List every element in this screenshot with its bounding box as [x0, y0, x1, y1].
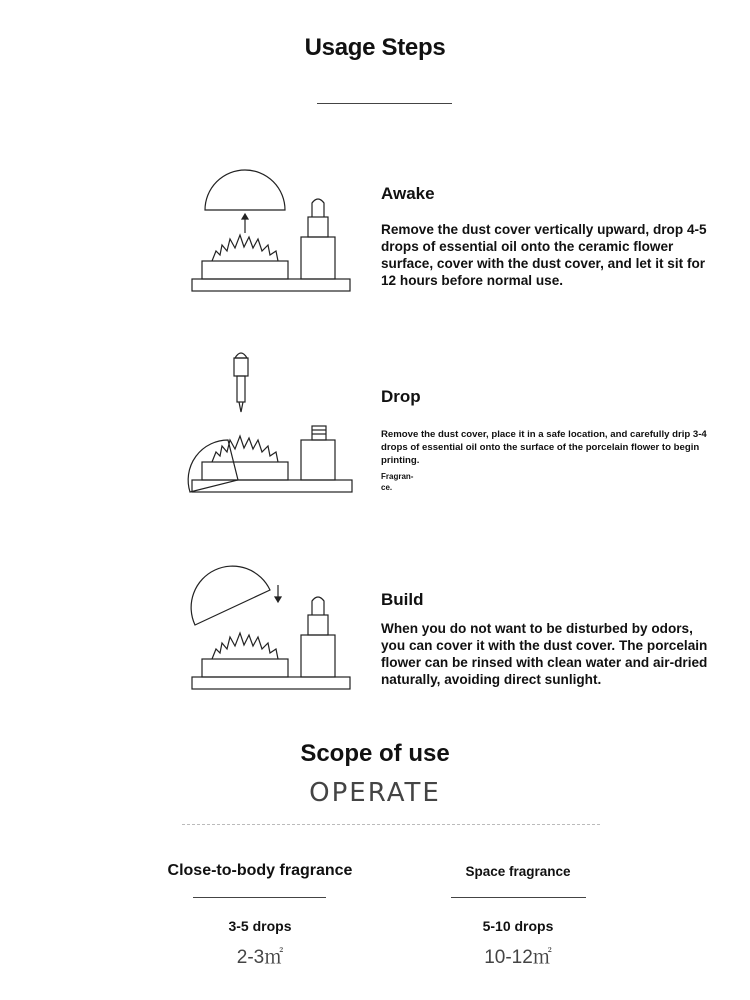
step-drop-illustration — [150, 330, 370, 500]
step-note-drop-line1: Fragran- — [381, 472, 414, 481]
dust-cover-icon — [188, 440, 238, 492]
dropper-icon — [234, 353, 248, 412]
scope-subtitle: OPERATE — [309, 778, 441, 808]
scope-column-drops-body: 3-5 drops — [228, 918, 292, 934]
title-underline — [317, 103, 452, 104]
step-description-drop: Remove the dust cover, place it in a safe location, and carefully drip 3-4 drops of essential oil onto the surface of the porcelain flower to begin printing. — [381, 429, 707, 466]
ceramic-flower-icon — [212, 633, 278, 659]
step-awake-illustration — [150, 155, 370, 325]
arrow-up-icon — [242, 214, 248, 233]
dropper-bottle-icon — [301, 597, 335, 677]
dust-cover-icon — [205, 170, 285, 210]
scope-column-title-space: Space fragrance — [465, 864, 571, 879]
ceramic-flower-icon — [212, 235, 278, 261]
scope-column-drops-space: 5-10 drops — [482, 918, 554, 934]
dropper-bottle-icon — [301, 199, 335, 279]
scope-title: Scope of use — [300, 740, 450, 767]
scope-column-rule-space — [451, 897, 586, 898]
step-description-awake: Remove the dust cover vertically upward, drop 4-5 drops of essential oil onto the ceramic flower surface, cover with the dust cover, and let it sit for 12 hours before normal use. — [381, 222, 707, 288]
step-note-drop-line2: ce. — [381, 483, 393, 492]
dropper-bottle-icon — [301, 426, 335, 480]
page-title: Usage Steps — [304, 34, 446, 61]
scope-column-area-space: 10-12㎡ — [484, 947, 552, 968]
dust-cover-icon — [191, 566, 270, 625]
step-title-drop: Drop — [381, 387, 421, 406]
step-description-build: When you do not want to be disturbed by odors, you can cover it with the dust cover. The porcelain flower can be rinsed with clean water and air-dried naturally, avoiding direct sunlight. — [381, 621, 708, 687]
arrow-down-icon — [275, 585, 281, 602]
step-build-illustration — [150, 555, 370, 725]
scope-column-area-body: 2-3㎡ — [236, 947, 284, 968]
scope-column-rule-body — [193, 897, 326, 898]
step-title-awake: Awake — [381, 184, 435, 203]
step-title-build: Build — [381, 590, 424, 609]
scope-divider — [182, 824, 600, 825]
scope-column-title-body: Close-to-body fragrance — [167, 862, 353, 879]
